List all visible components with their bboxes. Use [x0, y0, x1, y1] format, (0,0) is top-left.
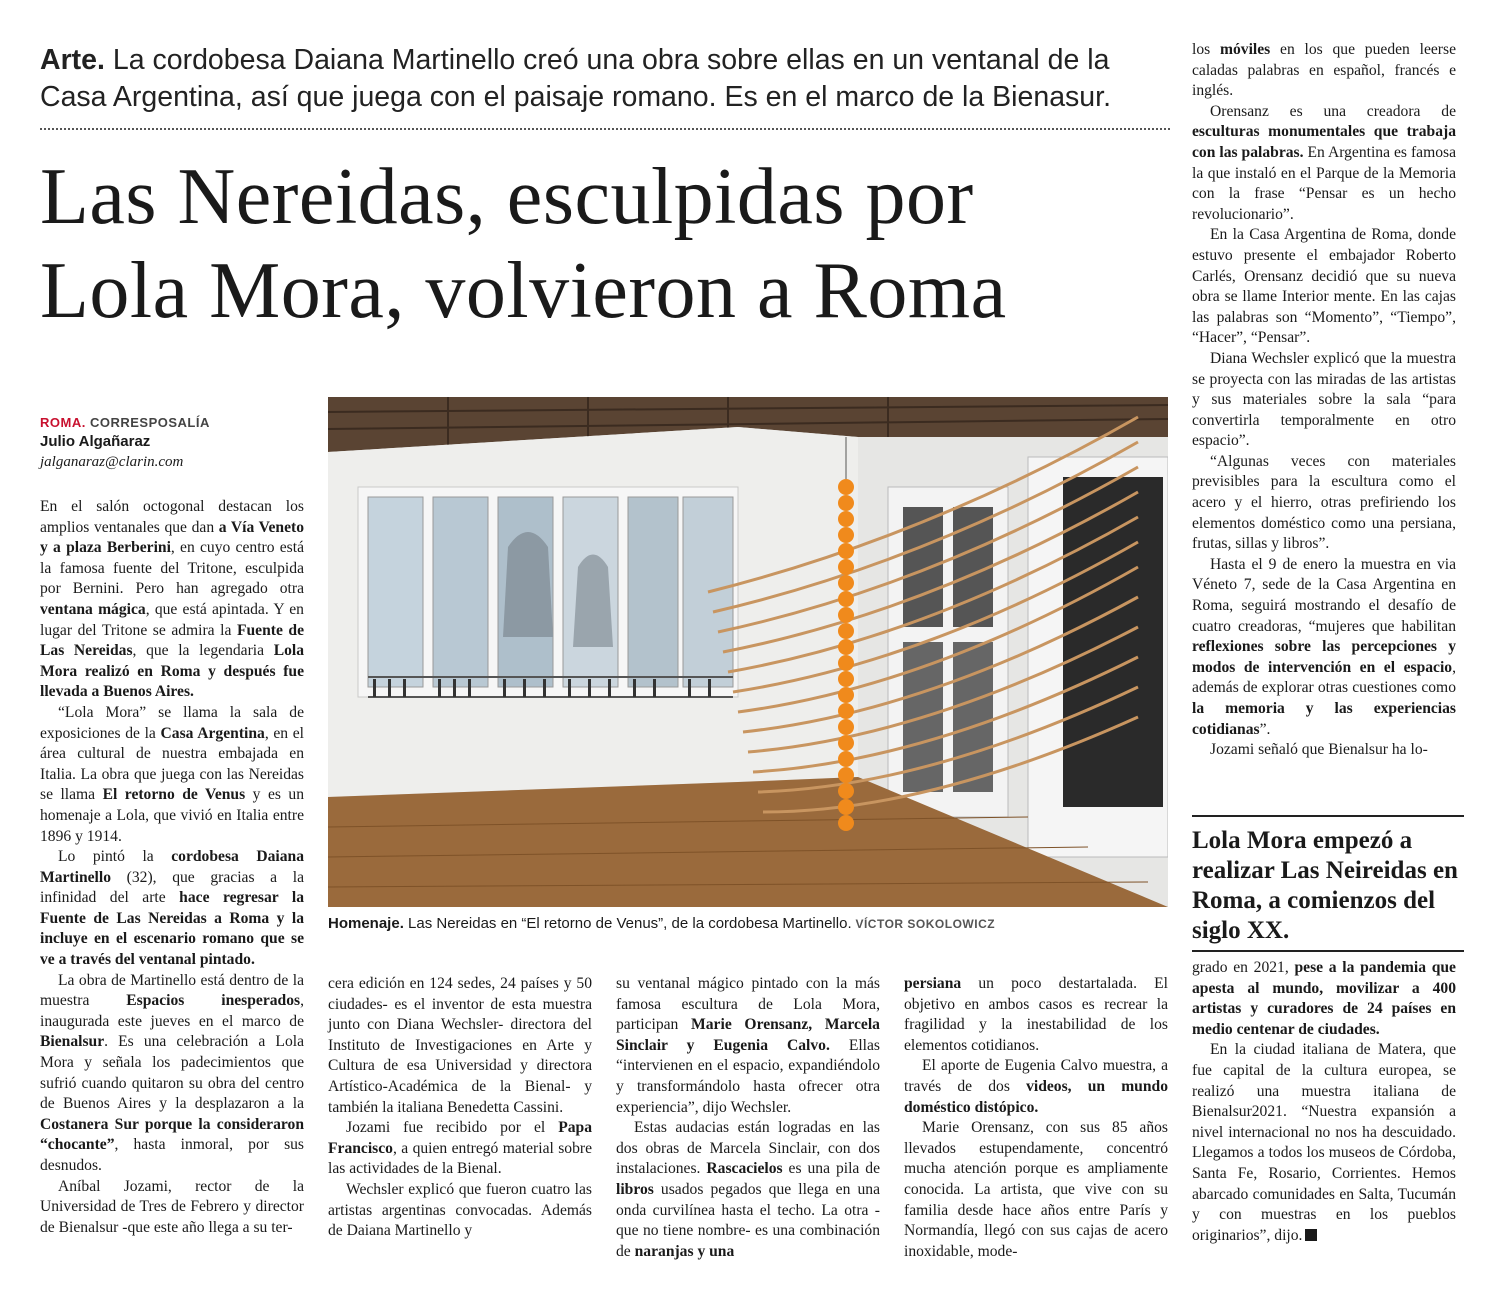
article-column-4	[904, 974, 1168, 1262]
gallery-room-illustration	[328, 397, 1168, 907]
paragraph: los móviles en los que pueden leerse caladas palabras en español, francés e inglés.	[1192, 41, 1456, 100]
paragraph: En la Casa Argentina de Roma, donde estuvo presente el embajador Roberto Carlés, Orensanz decidió que su nueva obra se llame Interior mente. En las cajas las palabras son “Momento”, “Tiempo”, “Hacer”, “Pensar”.	[1192, 226, 1456, 347]
article-photo	[328, 397, 1168, 907]
paragraph: En la ciudad italiana de Matera, que fue capital de la cultura europea, se realizó una muestra italiana de Bienalsur2021. “Nuestra expansión a nivel internacional no nos ha descuidado. Llegamos a todos los museos de Córdoba, Santa Fe, Rosario, Corrientes. Hemos abarcado comunidades en Salta, Tucumán y con muestras en los pueblos originarios”, dijo.	[1192, 1041, 1456, 1244]
byline	[40, 415, 310, 471]
headline-line-2: Lola Mora, volvieron a Roma	[40, 247, 1007, 335]
dateline-section: CORRESPOSALÍA	[85, 415, 210, 430]
article-column-5-continued	[1192, 958, 1456, 1246]
pullquote: Lola Mora empezó a realizar Las Neireidas en Roma, a comienzos del siglo XX.	[1192, 827, 1458, 944]
paragraph: Hasta el 9 de enero la muestra en via Véneto 7, sede de la Casa Argentina en Roma, seguirá mostrando el desafío de cuatro creadoras, “mujeres que habilitan reflexiones sobre las percepciones y modos de intervención en el espacio, además de explorar otras cuestiones como la memoria y las experiencias cotidianas”.	[1192, 555, 1456, 738]
paragraph: “Algunas veces con materiales previsibles para la escultura como el acero y el hierro, otras prefiriendo los elementos doméstico como una persiana, frutas, sillas y libros”.	[1192, 452, 1456, 553]
paragraph: Orensanz es una creadora de esculturas monumentales que trabaja con las palabras. En Argentina es famosa la que instaló en el Parque de la Memoria con la frase “Pensar es un hecho revolucionario”.	[1192, 102, 1456, 223]
dateline-place: ROMA.	[40, 415, 86, 430]
paragraph: Diana Wechsler explicó que la muestra se proyecta con las miradas de las artistas y sus materiales sobre la sala “para convertirla temporalmente en otro espacio”.	[1192, 349, 1456, 450]
photo-credit: VÍCTOR SOKOLOWICZ	[851, 917, 996, 931]
paragraph: En el salón octogonal destacan los amplios ventanales que dan a Vía Veneto y a plaza Berberini, en cuyo centro está la famosa fuente del Tritone, esculpida por Bernini. Pero han agregado otra ventana mágica, que está apintada. Y en lugar del Tritone se admira la Fuente de Las Nereidas, que la legendaria Lola Mora realizó en Roma y después fue llevada a Buenos Aires.	[40, 498, 305, 701]
paragraph: su ventanal mágico pintado con la más famosa escultura de Lola Mora, participan Marie Orensanz, Marcela Sinclair y Eugenia Calvo. Ellas “intervienen en el espacio, expandiéndolo y transformándolo hasta ofrecer otra experiencia”, dijo Wechsler.	[616, 975, 880, 1116]
dateline	[40, 415, 310, 430]
kicker-label: Arte.	[40, 44, 105, 76]
paragraph: Wechsler explicó que fueron cuatro las artistas argentinas convocadas. Además de Daiana Martinello y	[328, 1180, 592, 1240]
caption-text: Las Nereidas en “El retorno de Venus”, de la cordobesa Martinello.	[403, 915, 852, 932]
photo-caption	[328, 914, 1168, 934]
headline-line-1: Las Nereidas, esculpidas por	[40, 153, 974, 241]
author-name: Julio Algañaraz	[40, 433, 151, 450]
paragraph: Marie Orensanz, con sus 85 años llevados estupendamente, concentró mucha atención porque es ampliamente conocida. La artista, que vive con su familia desde hace años entre París y Normandía, llegó con sus cajas de acero inoxidable, mode-	[904, 1119, 1168, 1260]
pullquote-bottom-rule	[1192, 950, 1464, 952]
paragraph: Estas audacias están logradas en las dos obras de Marcela Sinclair, con dos instalaciones. Rascacielos es una pila de libros usados pegados que llega en una onda curvilínea hasta el techo. La otra -que no tiene nombre- es una combinación de naranjas y una	[616, 1119, 880, 1260]
pullquote-top-rule	[1192, 815, 1464, 817]
paragraph: persiana un poco destartalada. El objetivo en ambos casos es recrear la fragilidad y la inestabilidad de los elementos cotidianos.	[904, 975, 1168, 1054]
paragraph: Jozami fue recibido por el Papa Francisco, a quien entregó material sobre las actividades de la Bienal.	[328, 1119, 592, 1178]
paragraph: Aníbal Jozami, rector de la Universidad de Tres de Febrero y director de Bienalsur -que este año llega a su ter-	[40, 1177, 304, 1236]
headline	[40, 150, 1180, 338]
paragraph: El aporte de Eugenia Calvo muestra, a través de dos videos, un mundo doméstico distópico.	[904, 1057, 1168, 1116]
paragraph: “Lola Mora” se llama la sala de exposiciones de la Casa Argentina, en el área cultural de nuestra embajada en Italia. La obra que juega con las Nereidas se llama El retorno de Venus y es un homenaje a Lola, que vivió en Italia entre 1896 y 1914.	[40, 703, 305, 845]
paragraph: grado en 2021, pese a la pandemia que apesta al mundo, movilizar a 400 artistas y curadores de 24 países en medio centenar de ciudades.	[1192, 959, 1456, 1038]
paragraph: cera edición en 124 sedes, 24 países y 50 ciudades- es el inventor de esta muestra junto con Diana Wechsler- directora del Instituto de Investigaciones en Arte y Cultura de esa Universidad y directora Artístico-Académica de la Bienal- y también la italiana Benedetta Cassini.	[328, 975, 592, 1116]
article-column-1	[40, 497, 304, 1238]
author-email[interactable]: jalganaraz@clarin.com	[40, 454, 184, 470]
painted-windows	[358, 487, 738, 697]
kicker-text: La cordobesa Daiana Martinello creó una obra sobre ellas en un ventanal de la Casa Argentina, así que juega con el paisaje romano. Es en el marco de la Bienasur.	[40, 44, 1111, 113]
article-column-2	[328, 974, 592, 1242]
paragraph: Jozami señaló que Bienalsur ha lo-	[1210, 741, 1428, 759]
article-column-3	[616, 974, 880, 1262]
paragraph: La obra de Martinello está dentro de la muestra Espacios inesperados, inaugurada este jueves en el marco de Bienalsur. Es una celebración a Lola Mora y señala los padecimientos que sufrió cuando quitaron su obra del centro de Buenos Aires y la desplazaron a la Costanera Sur porque la consideraron “chocante”, hasta inmoral, por sus desnudos.	[40, 971, 304, 1174]
dotted-divider	[40, 128, 1170, 130]
caption-label: Homenaje.	[328, 915, 404, 932]
end-of-article-mark	[1305, 1229, 1317, 1241]
kicker	[40, 42, 1170, 116]
paragraph: Lo pintó la cordobesa Daiana Martinello (32), que gracias a la infinidad del arte hace regresar la Fuente de Las Nereidas a Roma y la incluye en el escenario romano que se ve a través del ventanal pintado.	[40, 848, 305, 969]
article-column-5	[1192, 40, 1456, 761]
